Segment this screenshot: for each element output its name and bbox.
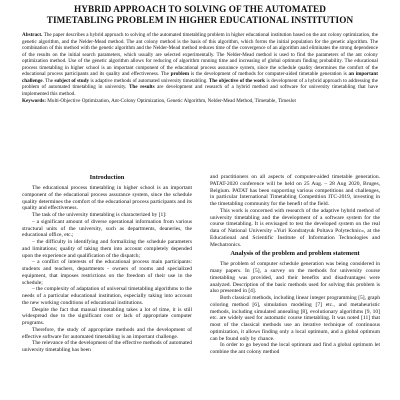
abstract-objective-text: is development of a hybrid approach to addressing the problem of automated timetabling in university. [22,77,378,91]
list-item: – a significant amount of diverse operational information from various structural units of the university, such as departments, deaneries, the educational office, etc.; [22,218,192,239]
abstract-problem-text: is the development of methods for computer-aided timetable generation is [190,71,347,78]
abstract-problem-label: problem [170,71,190,78]
keywords-text: Multi-Objective Optimization, Ant-Colony Optimization, Genetic Algorithm, Nelder-Mead Method, Timetable, Timeslot [47,98,296,105]
paragraph: Both classical methods, including linear integer programming [5], graph coloring method [6], simulation modeling [7] etc., and metaheuristic methods, including simulated annealing [8], evolutionary algorithms [9, 10] etc. are widely used for automatic course timetabling. It was noted [11] that most of the classical methods use an iterative technique of continuous optimization, it allows finding only a local optimum, and a global optimum can be found only by chance. [210,295,380,342]
list-item: – the complexity of adaptation of universal timetabling algorithms to the needs of a particular educational institution, especially taking into account the new working conditions of educational institutions. [22,286,192,306]
paragraph: and practitioners on all aspects of computer-aided timetable generation. PATAT-2020 conference will be held on 25 Aug. – 28 Aug 2020, Bruges, Belgium. PATAT has been supporting various competitions and challenges, in particular International Timetabling Competition ITC-2019, investing in the timetabling community for the benefit of the field. [210,174,380,207]
list-item: – a conflict of interests of the educational process main participants: students and teachers, departments - owners of rooms and specialized equipment, that imposes restrictions on the freedom of their use in the schedule; [22,259,192,286]
paragraph: The task of the university timetabling is characterized by [1]: [32,212,167,218]
abstract-label: Abstract. [22,32,43,38]
paragraph: This work is concerned with research of the adaptive hybrid method of university timetabling and the development of a software system for the course timetabling. It is envisaged to test the developed system on the real data of National University «Yuri Kondratyuk Poltava Polytechnic», at the Educational and Scientific Institute of Information Technologies and Mechatronics. [210,207,380,248]
list-item: – the difficulty in identifying and formalizing the schedule parameters and limitations; quality of taking them into account completely depended upon the experience and qualification of the dispatch; [22,239,192,259]
abstract-after-important: . The [42,77,54,84]
paper-title: HYBRID APPROACH TO SOLVING OF THE AUTOMATED TIMETABLING PROBLEM IN HIGHER EDUCATIONAL INSTITUTION [46,4,354,25]
paragraph: In order to go beyond the local optimum and find a global optimum let combine the ant colony method [210,342,380,355]
paragraph: Therefore, the study of appropriate methods and the development of effective software for automated timetabling is an important challenge. [22,326,192,340]
abstract-important: an important challenge [22,71,378,84]
body-columns [22,174,380,400]
left-column [22,174,192,400]
abstract-subject-label: subject of study [54,77,90,84]
keywords-label: Keywords: [22,98,46,105]
paragraph: The problem of computer schedule generation was being considered in many papers. In [5], a survey on the methods for university course timetabling was provided, and their benefits and disadvantages were analyzed. Description of the basic methods used for solving this problem is also presented in [4]. [210,261,380,295]
paragraph: Despite the fact that manual timetabling takes a lot of time, it is still widespread due to the significant cost or lack of appropriate computer programs. [22,306,192,326]
keywords [22,98,378,105]
abstract-subject-text: is adaptive methods of automated university timetabling. [90,77,208,84]
abstract-results-text: are development and research of a hybrid method and software for university timetabling that have implemented this method. [22,84,378,97]
paragraph: The relevance of the development of the effective methods of automated university timetabling has been [22,340,192,353]
abstract-text: The paper describes a hybrid approach to solving of the automated timetabling problem in higher educational institution based on the ant colony optimization, the genetic algorithm, and the Nelder-Mead method. The ant colony method is the basis of this algorithm, which forms the initial population for the genetic algorithm. The combination of this method with the genetic algorithm and the Nelder-Mead method reduces time of the convergence of an algorithm and eliminates the strong dependence of the results on the initial search parameters, which usually are selected experimentally. The Nelder-Mead method is used to find the parameters of the ant colony optimization method. Use of the genetic algorithm allows for reducing of algorithm running time and increasing of global optimum finding probability. The educational process timetabling in higher school is an important component of the educational process assurance system, since the schedule quality determines the comfort of the educational process participants and its quality and effectiveness. [22,32,378,78]
paragraph: The educational process timetabling in higher school is an important component of the educational process assurance system, since the schedule quality determines the comfort of the educational process participants and its quality and effectiveness. [22,185,192,212]
abstract-results-label: The results [129,84,155,91]
right-column [210,174,380,400]
abstract [22,32,378,97]
analysis-heading: Analysis of the problem and problem statement [230,250,360,258]
abstract-objective-label: The objective of the work [208,77,265,84]
abstract-problem-prefix: The [160,71,169,78]
introduction-heading: Introduction [89,174,125,181]
